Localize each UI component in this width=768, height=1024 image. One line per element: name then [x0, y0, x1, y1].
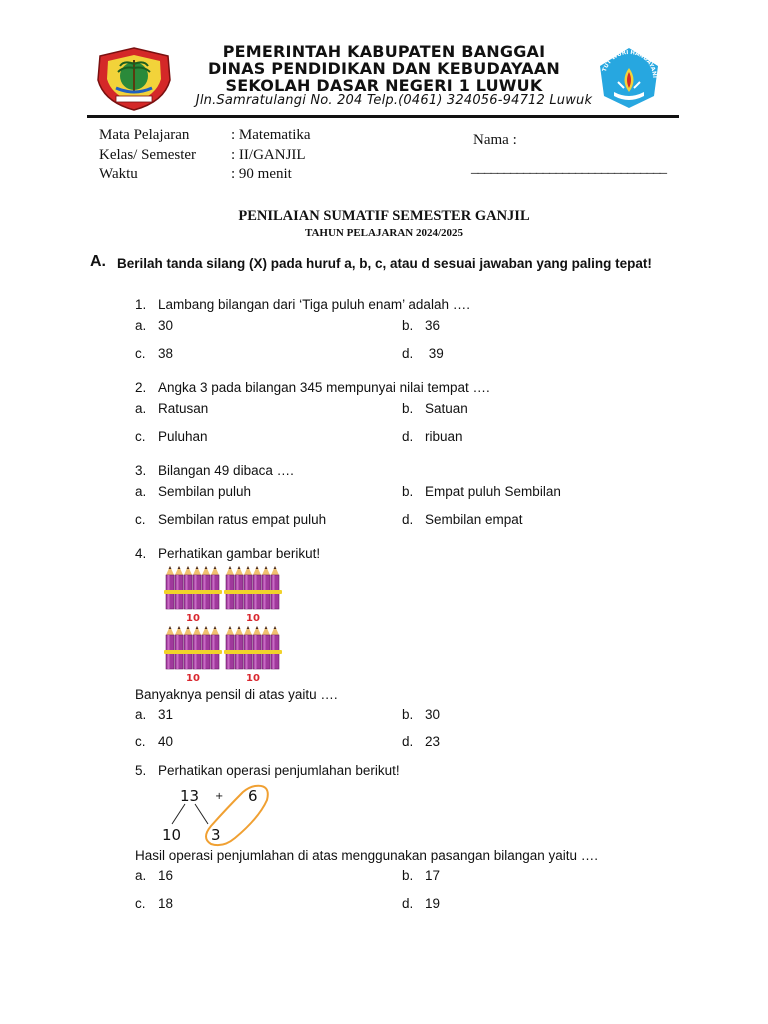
question-number: 2. — [135, 380, 147, 395]
option-d[interactable]: d. 19 — [402, 896, 441, 911]
pencil-lead — [256, 566, 259, 569]
letterhead-rule — [87, 115, 679, 118]
question-text: Lambang bilangan dari ‘Tiga puluh enam’ adalah …. — [158, 297, 470, 312]
option-b[interactable]: b. Satuan — [402, 401, 468, 416]
option-d[interactable]: d. 39 — [402, 346, 444, 361]
question-number: 3. — [135, 463, 147, 478]
bundle-count-label: 10 — [186, 613, 200, 624]
plus-sign: + — [215, 791, 224, 802]
bundle-band — [164, 650, 222, 654]
exam-title: PENILAIAN SUMATIF SEMESTER GANJIL — [238, 208, 530, 224]
bond-line-right — [195, 804, 208, 824]
question-number: 5. — [135, 763, 147, 778]
name-label: Nama : — [473, 132, 517, 148]
option-a[interactable]: a. 16 — [135, 868, 174, 883]
pencil-lead — [274, 626, 277, 629]
question-number: 1. — [135, 297, 147, 312]
pencil-lead — [196, 626, 199, 629]
bundle-band — [164, 590, 222, 594]
number-bottom-left: 10 — [162, 826, 182, 844]
number-bond-diagram — [155, 780, 285, 850]
pencil-lead — [214, 566, 217, 569]
bond-line-left — [172, 804, 185, 824]
option-c[interactable]: c. 18 — [135, 896, 174, 911]
option-c[interactable]: c. 40 — [135, 734, 174, 749]
pencil-lead — [265, 626, 268, 629]
option-a[interactable]: a. 31 — [135, 707, 174, 722]
pencil-lead — [247, 566, 250, 569]
pencil-lead — [229, 566, 232, 569]
option-c[interactable]: c. Puluhan — [135, 429, 208, 444]
pencil-lead — [238, 626, 241, 629]
department-name: DINAS PENDIDIKAN DAN KEBUDAYAAN — [207, 59, 561, 78]
class-value: : II/GANJIL — [231, 147, 306, 163]
pencil-lead — [187, 566, 190, 569]
pencil-lead — [169, 566, 172, 569]
question-followup: Banyaknya pensil di atas yaitu …. — [135, 687, 338, 702]
option-c[interactable]: c. Sembilan ratus empat puluh — [135, 512, 327, 527]
option-a[interactable]: a. Sembilan puluh — [135, 484, 252, 499]
bundle-count-label: 10 — [246, 613, 260, 624]
pencil-bundle — [224, 626, 282, 684]
option-b[interactable]: b. 30 — [402, 707, 441, 722]
number-bottom-right: 3 — [211, 826, 221, 844]
pencil-lead — [178, 566, 181, 569]
question-text: Perhatikan gambar berikut! — [158, 546, 321, 561]
pencil-bundles-figure — [160, 564, 290, 688]
time-value: : 90 menit — [231, 166, 292, 182]
bundle-band — [224, 650, 282, 654]
pencil-bundle — [224, 566, 282, 624]
question-text: Bilangan 49 dibaca …. — [158, 463, 294, 478]
question-followup: Hasil operasi penjumlahan di atas menggunakan pasangan bilangan yaitu …. — [135, 848, 599, 863]
question-text: Angka 3 pada bilangan 345 mempunyai nilai tempat …. — [158, 380, 490, 395]
option-c[interactable]: c. 38 — [135, 346, 174, 361]
time-label: Waktu — [99, 166, 138, 182]
bundle-count-label: 10 — [186, 673, 200, 684]
option-b[interactable]: b. 36 — [402, 318, 441, 333]
option-d[interactable]: d. Sembilan empat — [402, 512, 523, 527]
pencil-bundle — [164, 626, 222, 684]
option-a[interactable]: a. Ratusan — [135, 401, 209, 416]
option-b[interactable]: b. 17 — [402, 868, 441, 883]
pencil-bundle — [164, 566, 222, 624]
section-letter: A. — [90, 253, 106, 270]
pencil-lead — [196, 566, 199, 569]
bundle-band — [224, 590, 282, 594]
section-instruction: Berilah tanda silang (X) pada huruf a, b, c, atau d sesuai jawaban yang paling tepat! — [117, 256, 652, 271]
logo-lettering: TUT WURI HANDAYANI — [601, 49, 658, 79]
exam-year: TAHUN PELAJARAN 2024/2025 — [304, 227, 464, 239]
bundle-count-label: 10 — [246, 673, 260, 684]
pencil-lead — [187, 626, 190, 629]
pencil-lead — [238, 566, 241, 569]
number-top-left: 13 — [180, 787, 200, 805]
question-text: Perhatikan operasi penjumlahan berikut! — [158, 763, 400, 778]
class-label: Kelas/ Semester — [99, 147, 197, 163]
pencil-lead — [178, 626, 181, 629]
school-name: SEKOLAH DASAR NEGERI 1 LUWUK — [225, 76, 543, 95]
option-a[interactable]: a. 30 — [135, 318, 174, 333]
subject-label: Mata Pelajaran — [99, 127, 190, 143]
pencil-lead — [169, 626, 172, 629]
pencil-lead — [274, 566, 277, 569]
pencil-lead — [205, 566, 208, 569]
pencil-lead — [256, 626, 259, 629]
pencil-lead — [247, 626, 250, 629]
pencil-lead — [205, 626, 208, 629]
school-address: Jln.Samratulangi No. 204 Telp.(0461) 324056-94712 Luwuk — [195, 93, 593, 108]
subject-value: : Matematika — [231, 127, 311, 143]
tut-wuri-handayani-logo-icon — [596, 46, 662, 110]
pencil-lead — [214, 626, 217, 629]
pencil-lead — [229, 626, 232, 629]
government-name: PEMERINTAH KABUPATEN BANGGAI — [222, 42, 546, 61]
option-d[interactable]: d. 23 — [402, 734, 441, 749]
number-top-right: 6 — [248, 787, 258, 805]
pencil-lead — [265, 566, 268, 569]
option-b[interactable]: b. Empat puluh Sembilan — [402, 484, 561, 499]
name-line: ______________________________ — [471, 160, 666, 176]
option-d[interactable]: d. ribuan — [402, 429, 463, 444]
question-number: 4. — [135, 546, 147, 561]
